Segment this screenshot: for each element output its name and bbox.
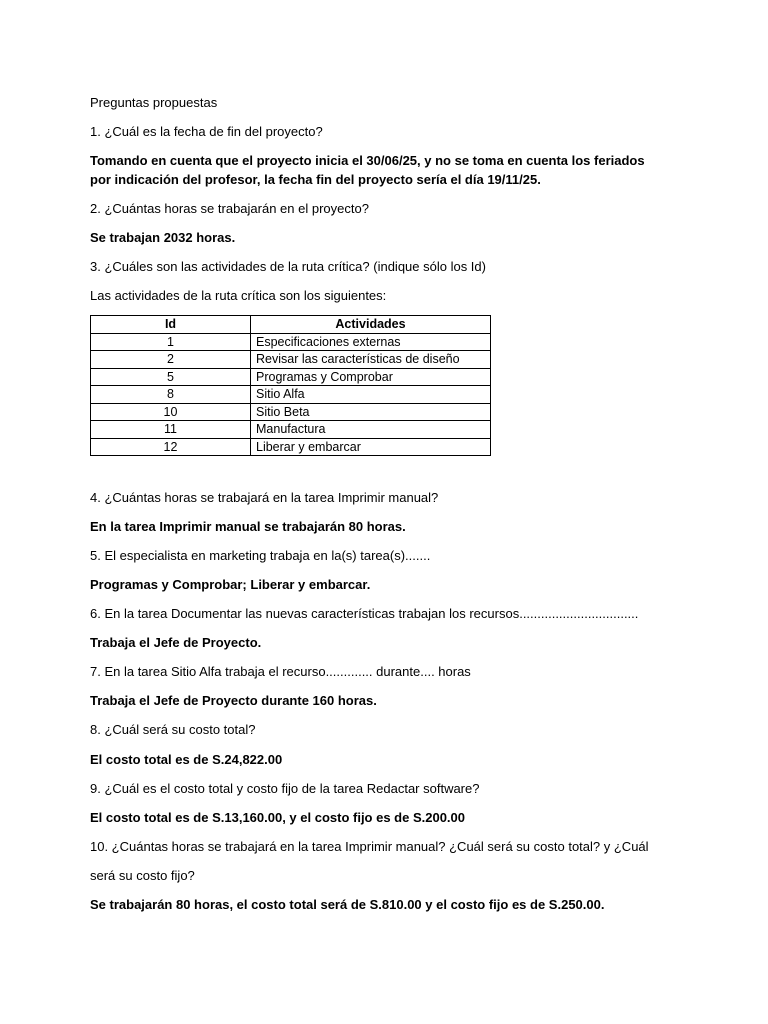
answer-7: Trabaja el Jefe de Proyecto durante 160 horas. xyxy=(90,693,377,708)
answer-9: El costo total es de S.13,160.00, y el costo fijo es de S.200.00 xyxy=(90,810,466,825)
table-row xyxy=(91,386,491,404)
question-9: 9. ¿Cuál es el costo total y costo fijo de la tarea Redactar software? xyxy=(90,781,480,796)
table-row xyxy=(91,438,491,456)
question-10-line-2: será su costo fijo? xyxy=(90,868,195,883)
answer-2: Se trabajan 2032 horas. xyxy=(90,230,236,245)
answer-8: El costo total es de S.24,822.00 xyxy=(90,752,283,767)
document-heading: Preguntas propuestas xyxy=(90,95,218,110)
question-7: 7. En la tarea Sitio Alfa trabaja el recurso............. durante.... horas xyxy=(90,664,471,679)
table-header-activities: Actividades xyxy=(251,316,491,334)
question-6: 6. En la tarea Documentar las nuevas características trabajan los recursos................................. xyxy=(90,606,639,621)
question-5: 5. El especialista en marketing trabaja en la(s) tarea(s)....... xyxy=(90,548,431,563)
question-3: 3. ¿Cuáles son las actividades de la ruta crítica? (indique sólo los Id) xyxy=(90,259,486,274)
table-row xyxy=(91,421,491,439)
answer-10: Se trabajarán 80 horas, el costo total será de S.810.00 y el costo fijo es de S.250.00. xyxy=(90,897,605,912)
table-cell-activity: Manufactura xyxy=(251,421,491,439)
table-header-id: Id xyxy=(91,316,251,334)
table-cell-activity: Revisar las características de diseño xyxy=(251,351,491,369)
table-cell-activity: Especificaciones externas xyxy=(251,333,491,351)
table-cell-id: 12 xyxy=(91,438,251,456)
table-row xyxy=(91,403,491,421)
table-cell-id: 5 xyxy=(91,368,251,386)
answer-4: En la tarea Imprimir manual se trabajarán 80 horas. xyxy=(90,519,406,534)
table-cell-id: 8 xyxy=(91,386,251,404)
table-cell-activity: Liberar y embarcar xyxy=(251,438,491,456)
table-row xyxy=(91,351,491,369)
table-row xyxy=(91,333,491,351)
table-cell-id: 10 xyxy=(91,403,251,421)
table-header-row xyxy=(91,316,491,334)
question-1: 1. ¿Cuál es la fecha de fin del proyecto? xyxy=(90,124,323,139)
table-cell-id: 1 xyxy=(91,333,251,351)
question-8: 8. ¿Cuál será su costo total? xyxy=(90,722,256,737)
table-cell-activity: Sitio Beta xyxy=(251,403,491,421)
question-2: 2. ¿Cuántas horas se trabajarán en el proyecto? xyxy=(90,201,369,216)
table-cell-id: 2 xyxy=(91,351,251,369)
table-cell-activity: Sitio Alfa xyxy=(251,386,491,404)
question-4: 4. ¿Cuántas horas se trabajará en la tarea Imprimir manual? xyxy=(90,490,439,505)
table-row xyxy=(91,368,491,386)
table-cell-activity: Programas y Comprobar xyxy=(251,368,491,386)
question-10-line-1: 10. ¿Cuántas horas se trabajará en la tarea Imprimir manual? ¿Cuál será su costo total? y ¿Cuál xyxy=(90,839,649,854)
table-cell-id: 11 xyxy=(91,421,251,439)
answer-3-intro: Las actividades de la ruta crítica son los siguientes: xyxy=(90,288,387,303)
answer-6: Trabaja el Jefe de Proyecto. xyxy=(90,635,262,650)
critical-path-table xyxy=(90,315,491,456)
answer-1: Tomando en cuenta que el proyecto inicia el 30/06/25, y no se toma en cuenta los feriados por indicación del profesor, la fecha fin del proyecto sería el día 19/11/25. xyxy=(90,153,645,187)
answer-5: Programas y Comprobar; Liberar y embarcar. xyxy=(90,577,371,592)
